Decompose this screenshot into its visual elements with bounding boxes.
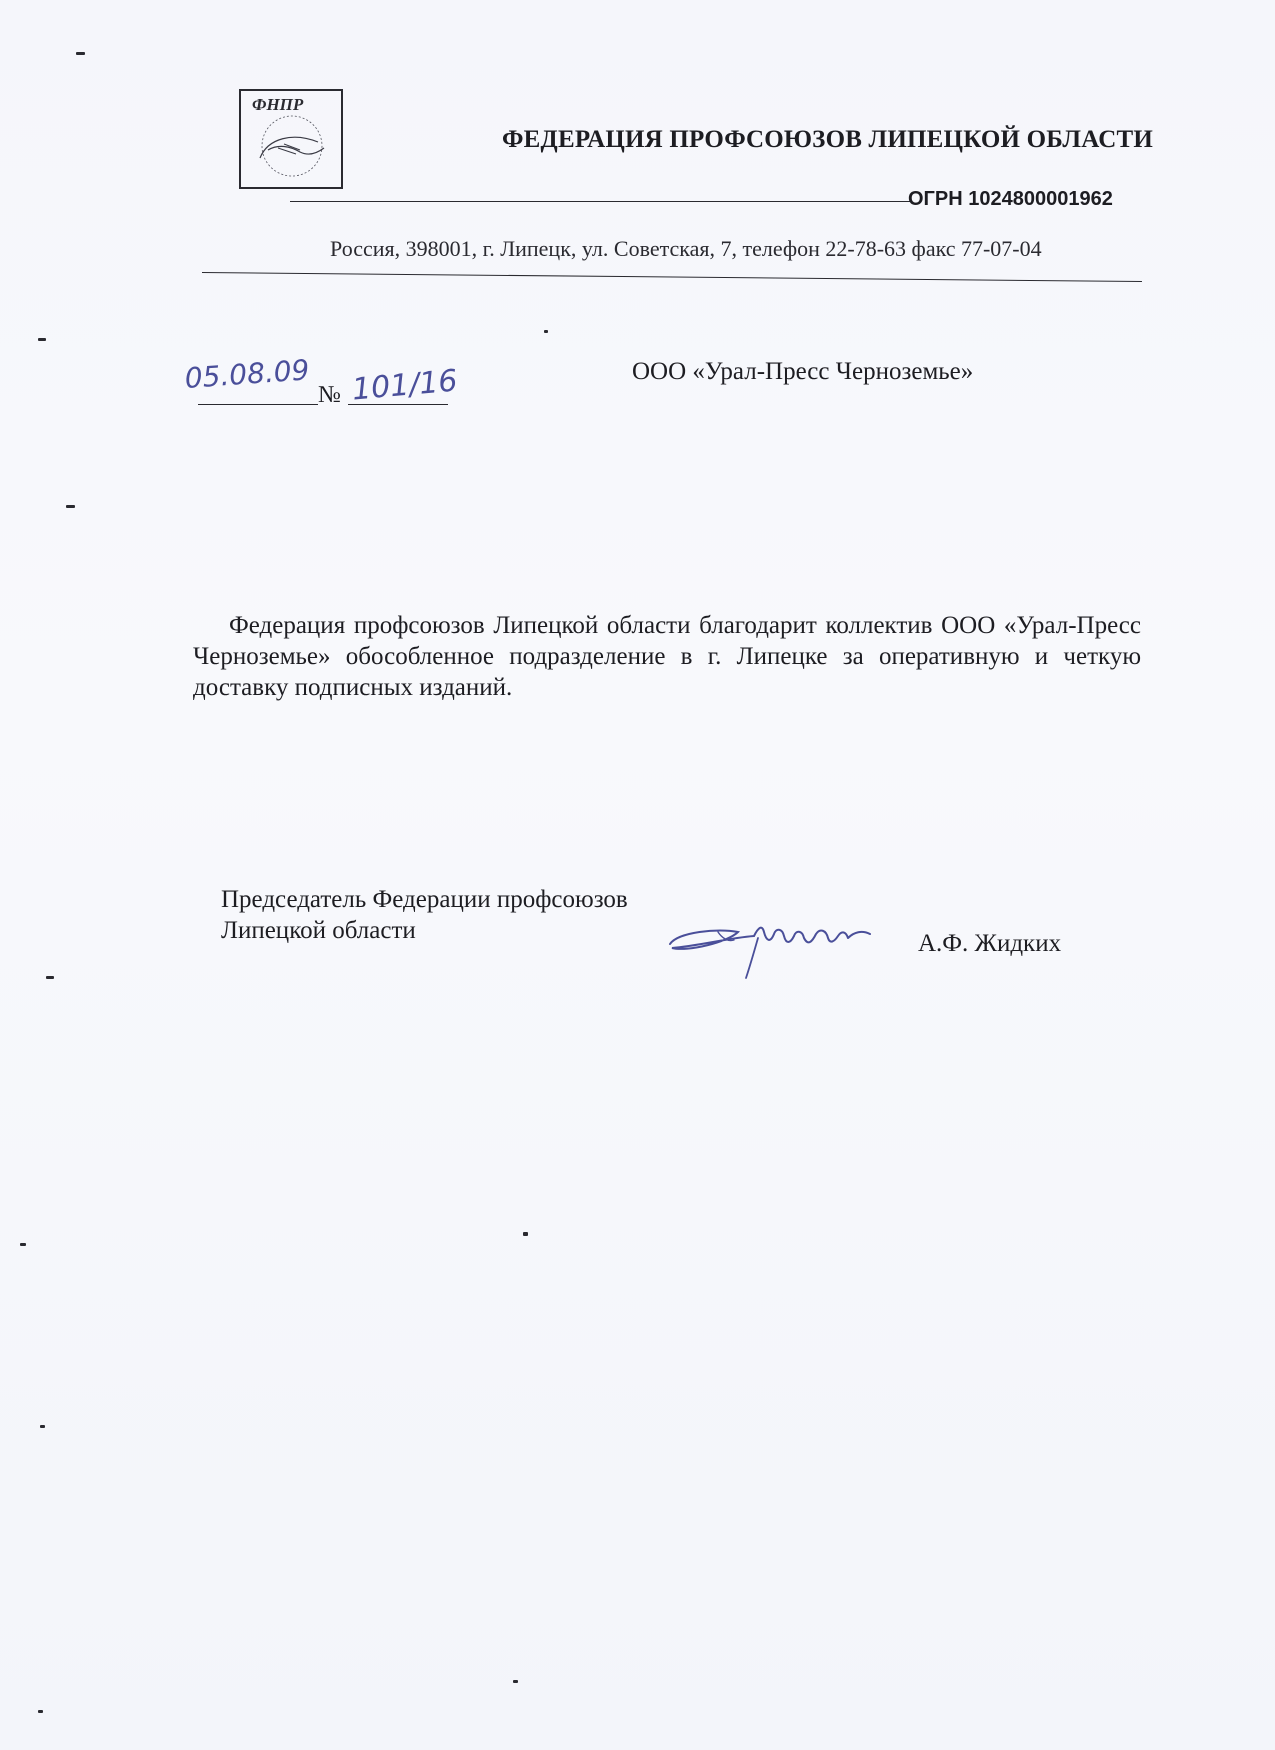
scan-speck	[20, 1243, 26, 1246]
scan-speck	[40, 1425, 45, 1428]
number-sign: №	[318, 382, 341, 408]
ogrn-underline	[290, 201, 912, 202]
signatory-name: А.Ф. Жидких	[918, 930, 1062, 957]
signatory-title-line-1: Председатель Федерации профсоюзов	[221, 886, 628, 913]
scan-speck	[523, 1232, 528, 1236]
recipient: ООО «Урал-Пресс Черноземье»	[632, 358, 974, 385]
scan-speck	[544, 330, 548, 333]
handwritten-reference-number: 101/16	[350, 363, 459, 408]
letterhead-divider	[202, 272, 1142, 282]
organization-title: ФЕДЕРАЦИЯ ПРОФСОЮЗОВ ЛИПЕЦКОЙ ОБЛАСТИ	[502, 126, 1154, 153]
ogrn: ОГРН 1024800001962	[908, 188, 1113, 210]
number-underline	[348, 404, 448, 405]
logo-text: ФНПР	[252, 95, 304, 114]
handwritten-date: 05.08.09	[183, 353, 311, 395]
fnpr-logo	[238, 88, 344, 190]
scan-speck	[38, 1710, 43, 1713]
address-line: Россия, 398001, г. Липецк, ул. Советская, 7, телефон 22-78-63 факс 77-07-04	[330, 236, 1042, 261]
date-underline	[198, 404, 318, 405]
signatory-title-line-2: Липецкой области	[221, 917, 416, 944]
signatory-title	[221, 884, 628, 946]
scan-speck	[46, 976, 54, 979]
letter-body: Федерация профсоюзов Липецкой области благодарит коллектив ООО «Урал-Пресс Черноземье» обособленное подразделение в г. Липецке за оперативную и четкую доставку подписных изданий.	[193, 612, 1141, 701]
scan-speck	[513, 1680, 518, 1683]
scan-speck	[66, 505, 75, 508]
scan-speck	[76, 52, 85, 55]
handwritten-signature	[658, 902, 908, 982]
scan-speck	[38, 338, 46, 341]
